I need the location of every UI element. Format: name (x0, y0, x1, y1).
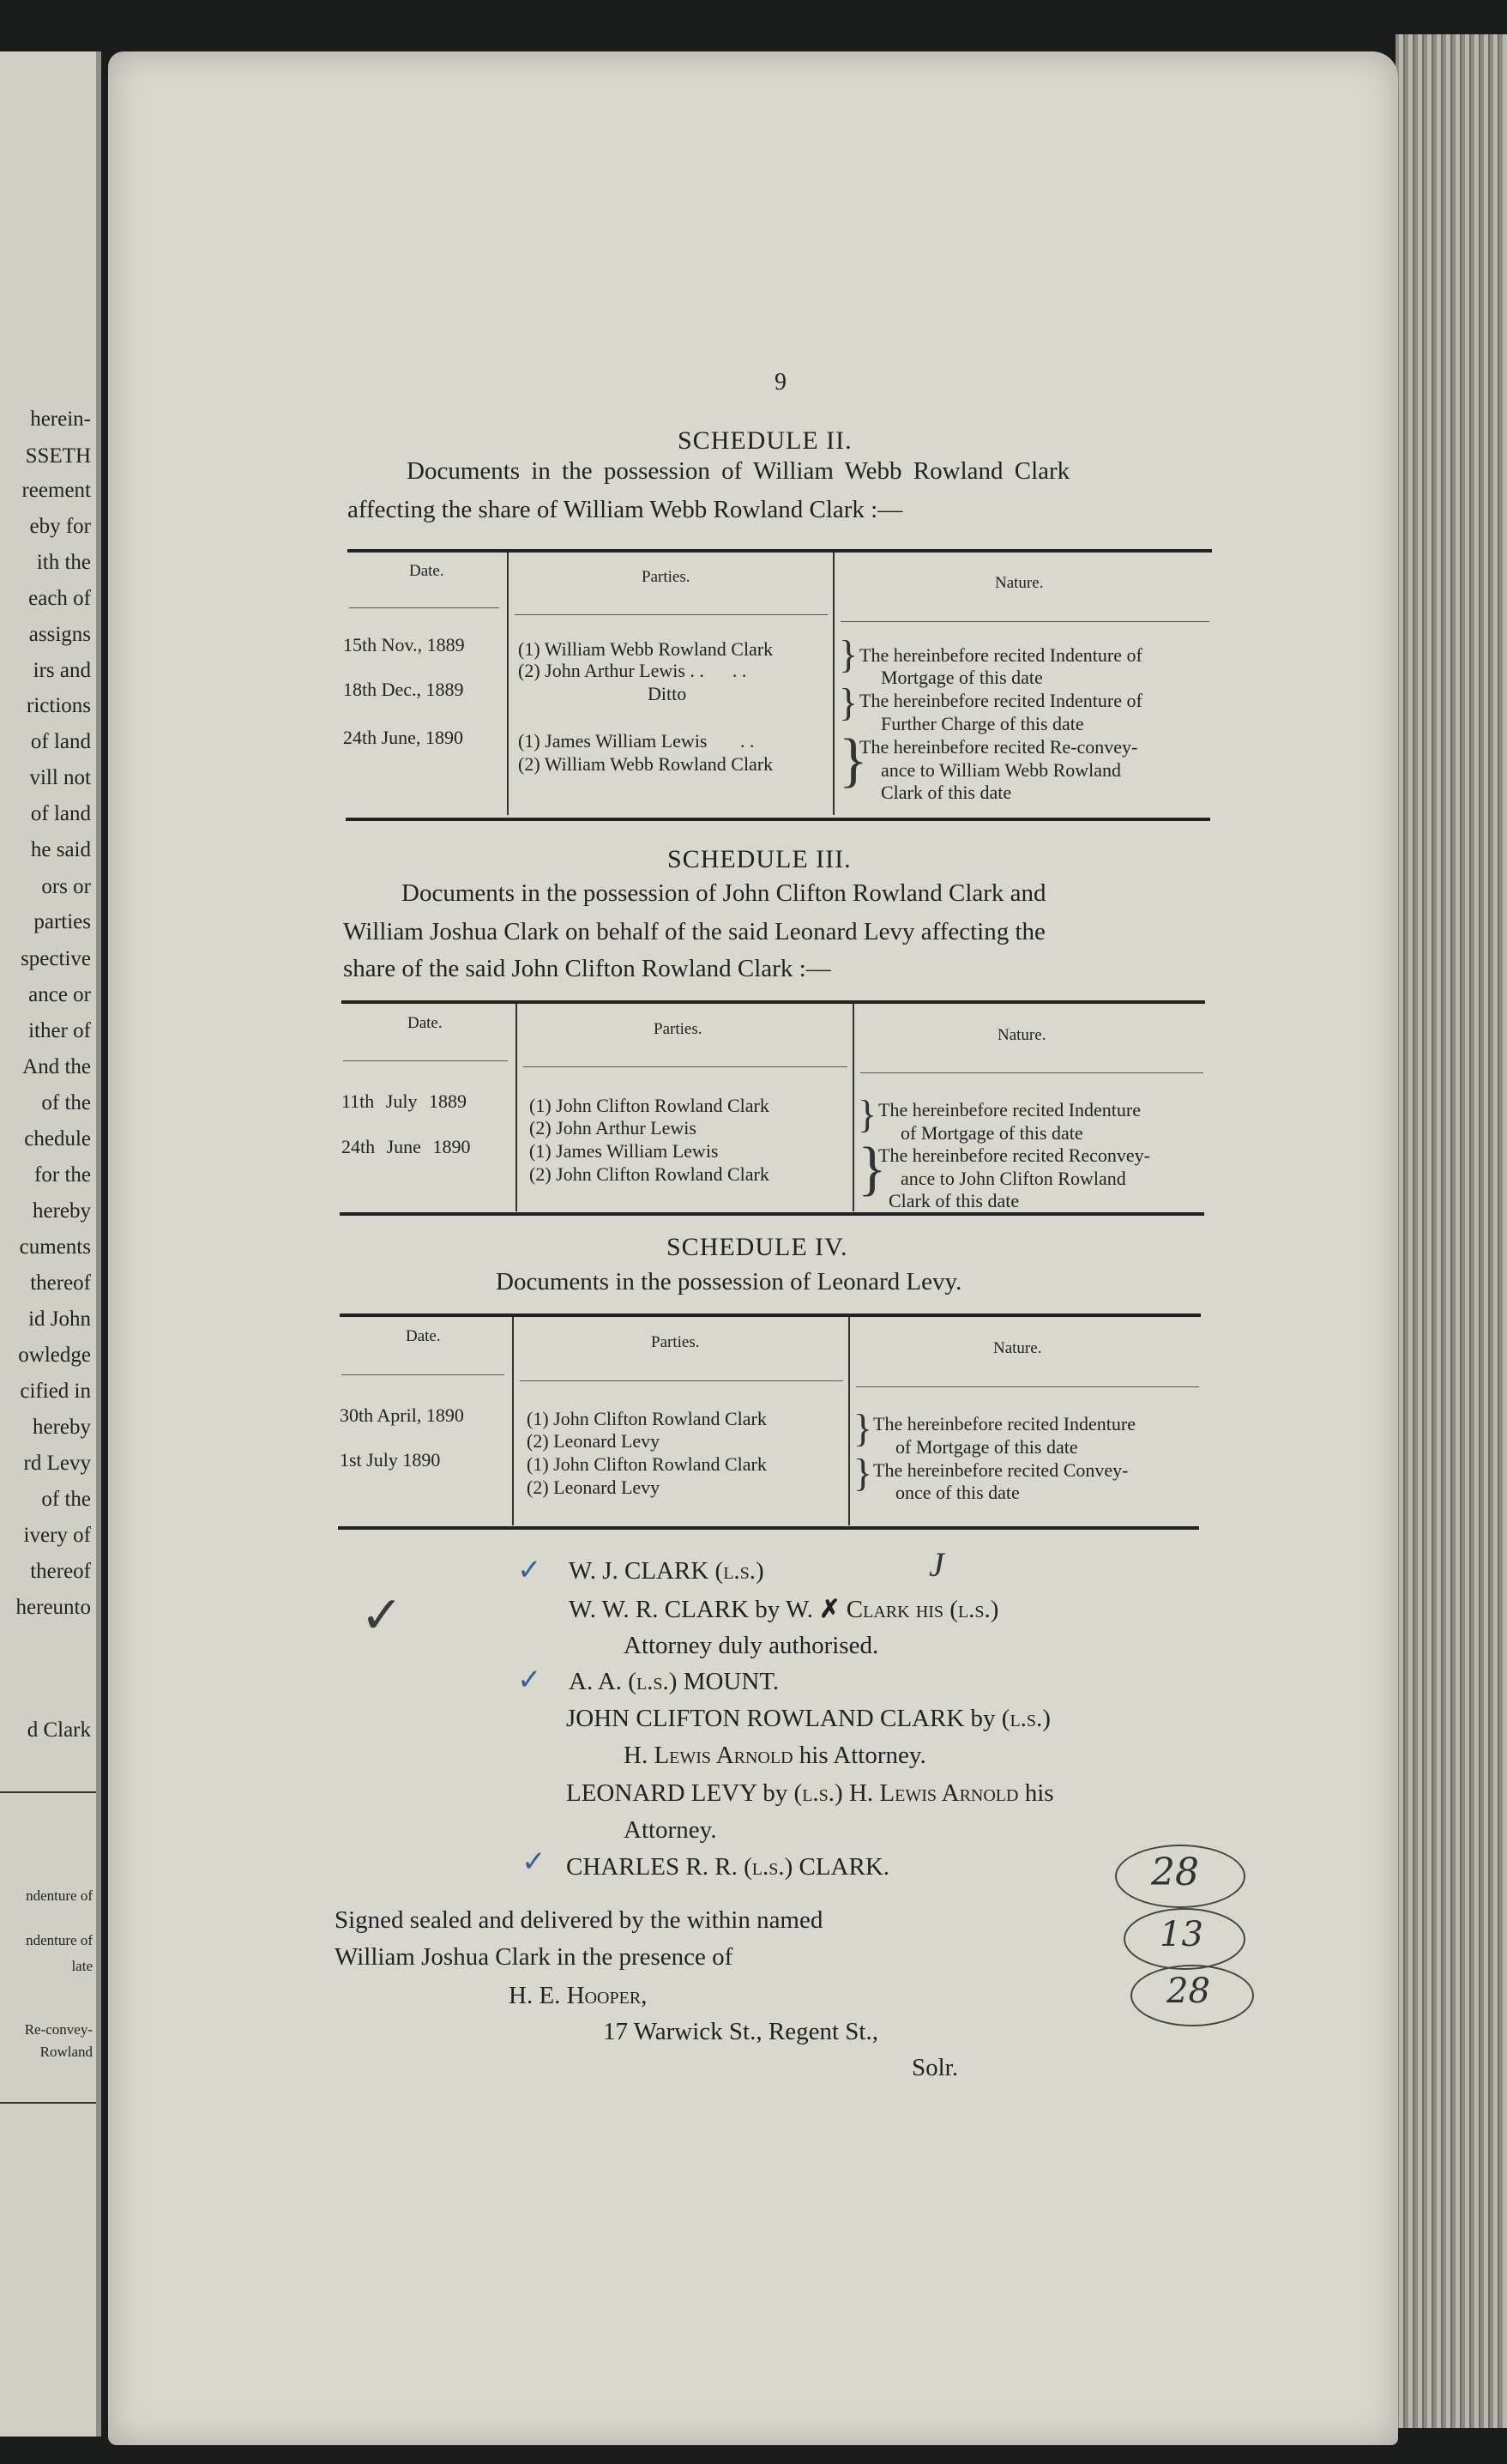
check-mark-icon: ✓ (517, 1664, 542, 1696)
left-page-line: eby for (29, 515, 91, 538)
schedule-2-intro-1: Documents in the possession of William Webb Rowland Clark (407, 457, 1070, 485)
schedule-4-party-4: (2) Leonard Levy (527, 1477, 660, 1498)
schedule-4-nature-4: once of this date (895, 1482, 1020, 1503)
schedule-4-date-2: 1st July 1890 (340, 1449, 441, 1471)
left-page-line: of the (41, 1488, 91, 1511)
witness-address: 17 Warwick St., Regent St., (603, 2018, 878, 2045)
schedule-4-header-parties: Parties. (651, 1333, 700, 1351)
witness-line-1: Signed sealed and delivered by the within named (335, 1906, 823, 1934)
left-page-line: ivery of (23, 1524, 91, 1547)
handwritten-initial: J (929, 1545, 944, 1584)
schedule-2-party-3: Ditto (648, 683, 687, 704)
schedule-4-header-rule-2 (520, 1380, 843, 1381)
schedule-3-party-3: (1) James William Lewis (529, 1140, 719, 1162)
page-number: 9 (775, 369, 787, 396)
witness-name: H. E. Hooper, (509, 1982, 648, 2009)
schedule-3-party-2: (2) John Arthur Lewis (529, 1117, 696, 1138)
schedule-4-header-nature: Nature. (993, 1339, 1042, 1357)
left-page-line: cified in (20, 1380, 91, 1403)
left-page-line: for the (34, 1163, 91, 1187)
signature-wwr-clark: W. W. R. CLARK by W. ✗ Clark his (l.s.) (569, 1596, 999, 1623)
schedule-2-nature-2: Mortgage of this date (881, 667, 1043, 688)
schedule-3-intro-2: William Joshua Clark on behalf of the said Leonard Levy affecting the (343, 918, 1046, 945)
left-page-line: ither of (28, 1019, 91, 1042)
signature-leonard-levy: LEONARD LEVY by (l.s.) H. Lewis Arnold his (566, 1779, 1054, 1807)
schedule-2-header-rule-3 (841, 621, 1209, 622)
schedule-2-header-date: Date. (409, 562, 444, 580)
schedule-2-party-1: (1) William Webb Rowland Clark (518, 638, 774, 660)
schedule-3-header-rule-1 (343, 1060, 508, 1061)
schedule-2-nature-3: The hereinbefore recited Indenture of (859, 690, 1142, 711)
left-page-line: herein- (30, 408, 91, 431)
brace-icon: } (858, 1136, 887, 1202)
left-page-line: reement (21, 479, 91, 502)
schedule-2-party-5: (2) William Webb Rowland Clark (518, 753, 774, 775)
left-page-line: of land (30, 802, 91, 825)
left-page-line: ith the (36, 551, 91, 574)
schedule-4-party-3: (1) John Clifton Rowland Clark (527, 1453, 767, 1475)
schedule-2-header-rule-2 (515, 614, 828, 615)
signature-wwr-clark-attorney: Attorney duly authorised. (624, 1632, 879, 1659)
brace-icon: } (839, 728, 868, 794)
left-page-line: hereby (32, 1199, 91, 1223)
left-page-line: cuments (19, 1235, 91, 1259)
pencil-circle-note: 28 (1130, 1965, 1254, 2026)
schedule-2-header-nature: Nature. (995, 574, 1044, 592)
schedule-4-intro-1: Documents in the possession of Leonard Levy. (496, 1268, 962, 1295)
schedule-2-party-4: (1) James William Lewis . . (518, 730, 755, 752)
left-page-line: owledge (18, 1344, 91, 1367)
check-mark-icon: ✓ (360, 1587, 404, 1644)
schedule-2-col-divider-2 (833, 553, 835, 815)
left-page-line: vill not (29, 766, 91, 789)
signature-wj-clark: W. J. CLARK (l.s.) (569, 1557, 764, 1585)
schedule-3-header-date: Date. (407, 1014, 443, 1032)
schedule-3-bottom-rule (340, 1212, 1204, 1216)
schedule-3-col-divider-2 (853, 1004, 854, 1211)
left-page-line: hereby (32, 1416, 91, 1439)
page-stack-edge (1395, 34, 1507, 2428)
left-page-line: ance or (28, 983, 91, 1006)
left-page-line: he said (30, 838, 91, 861)
left-page-line: irs and (33, 659, 91, 682)
signature-leonard-levy-attorney: Attorney. (624, 1816, 717, 1844)
schedule-4-col-divider-1 (512, 1317, 514, 1525)
check-mark-icon: ✓ (517, 1555, 542, 1586)
left-page-note: ndenture of (26, 1887, 93, 1904)
schedule-4-header-rule-3 (856, 1386, 1199, 1387)
schedule-2-header-parties: Parties. (642, 568, 690, 586)
schedule-3-title: SCHEDULE III. (667, 845, 852, 873)
schedule-3-date-1: 11th July 1889 (341, 1090, 467, 1112)
left-page-line: spective (21, 947, 91, 970)
schedule-2-intro-2: affecting the share of William Webb Rowland Clark :— (347, 496, 903, 523)
schedule-3-col-divider-1 (515, 1004, 517, 1211)
schedule-3-header-rule-3 (860, 1072, 1203, 1073)
schedule-4-title: SCHEDULE IV. (666, 1233, 848, 1261)
brace-icon: } (853, 1406, 873, 1450)
left-page-line: each of (28, 587, 91, 610)
signature-jcr-clark: JOHN CLIFTON ROWLAND CLARK by (l.s.) (566, 1705, 1051, 1732)
left-page-line: of land (30, 730, 91, 753)
left-page-note: Re-convey- (24, 2021, 93, 2038)
brace-icon: } (839, 680, 859, 724)
left-page-line: parties (33, 910, 91, 933)
witness-line-2: William Joshua Clark in the presence of (335, 1943, 733, 1971)
signature-jcr-clark-attorney: H. Lewis Arnold his Attorney. (624, 1742, 926, 1769)
left-page-line: And the (22, 1055, 91, 1078)
schedule-2-party-2: (2) John Arthur Lewis . . . . (518, 660, 747, 681)
left-page-rule (0, 2102, 96, 2104)
schedule-3-date-2: 24th June 1890 (341, 1136, 471, 1157)
schedule-3-intro-1: Documents in the possession of John Clifton Rowland Clark and (401, 879, 1046, 907)
schedule-4-bottom-rule (338, 1526, 1199, 1530)
schedule-4-col-divider-2 (848, 1317, 850, 1525)
left-page-clark: d Clark (27, 1718, 91, 1742)
left-page-line: thereof (30, 1560, 91, 1583)
schedule-3-top-rule (341, 1000, 1205, 1004)
left-page-line: thereof (30, 1271, 91, 1295)
left-page-line: rictions (27, 694, 91, 717)
schedule-2-title: SCHEDULE II. (678, 426, 853, 455)
schedule-4-party-1: (1) John Clifton Rowland Clark (527, 1408, 767, 1429)
left-facing-page (0, 51, 101, 2437)
schedule-3-nature-5: Clark of this date (889, 1190, 1020, 1211)
schedule-3-header-parties: Parties. (654, 1020, 702, 1038)
left-page-line: assigns (28, 623, 91, 646)
schedule-2-date-1: 15th Nov., 1889 (343, 634, 465, 655)
schedule-2-nature-1: The hereinbefore recited Indenture of (859, 644, 1142, 666)
schedule-4-nature-1: The hereinbefore recited Indenture (873, 1413, 1136, 1434)
schedule-2-top-rule (347, 549, 1212, 553)
brace-icon: } (839, 632, 859, 676)
schedule-3-nature-4: ance to John Clifton Rowland (901, 1168, 1126, 1189)
schedule-4-nature-2: of Mortgage of this date (895, 1436, 1078, 1458)
pencil-circle-note: 28 (1115, 1845, 1245, 1908)
left-page-line: ors or (41, 875, 91, 898)
left-page-note: ndenture of (26, 1932, 93, 1948)
schedule-3-nature-1: The hereinbefore recited Indenture (878, 1099, 1141, 1120)
schedule-3-header-rule-2 (523, 1066, 847, 1067)
schedule-2-nature-7: Clark of this date (881, 782, 1012, 803)
left-page-line: SSETH (25, 444, 91, 468)
signature-charles-clark: CHARLES R. R. (l.s.) CLARK. (566, 1853, 890, 1881)
pencil-circle-note: 13 (1124, 1908, 1245, 1970)
left-page-note: Rowland (39, 2044, 93, 2060)
schedule-2-date-3: 24th June, 1890 (343, 727, 463, 748)
left-page-rule (0, 1791, 96, 1793)
schedule-4-nature-3: The hereinbefore recited Convey- (873, 1459, 1129, 1481)
schedule-3-nature-2: of Mortgage of this date (901, 1122, 1083, 1144)
schedule-2-bottom-rule (346, 818, 1210, 821)
schedule-3-header-nature: Nature. (998, 1026, 1046, 1044)
schedule-4-header-rule-1 (341, 1374, 504, 1375)
witness-title: Solr. (912, 2054, 958, 2081)
schedule-4-date-1: 30th April, 1890 (340, 1404, 464, 1426)
left-page-line: rd Levy (23, 1452, 91, 1475)
schedule-3-intro-3: share of the said John Clifton Rowland Clark :— (343, 955, 831, 982)
signature-aa-mount: A. A. (l.s.) MOUNT. (569, 1668, 780, 1695)
schedule-3-party-4: (2) John Clifton Rowland Clark (529, 1163, 769, 1185)
schedule-2-col-divider-1 (507, 553, 509, 815)
brace-icon: } (858, 1092, 877, 1136)
schedule-2-header-rule-1 (349, 607, 499, 608)
schedule-3-party-1: (1) John Clifton Rowland Clark (529, 1095, 769, 1116)
brace-icon: } (853, 1451, 873, 1495)
left-page-note: late (71, 1958, 93, 1974)
schedule-2-nature-4: Further Charge of this date (881, 713, 1084, 734)
left-page-line: hereunto (15, 1596, 91, 1619)
schedule-4-party-2: (2) Leonard Levy (527, 1430, 660, 1452)
schedule-2-nature-5: The hereinbefore recited Re-convey- (859, 736, 1138, 758)
left-page-line: chedule (24, 1127, 91, 1150)
schedule-2-nature-6: ance to William Webb Rowland (881, 759, 1122, 781)
left-page-line: of the (41, 1091, 91, 1114)
schedule-2-date-2: 18th Dec., 1889 (343, 679, 464, 700)
schedule-4-top-rule (340, 1314, 1201, 1317)
schedule-3-nature-3: The hereinbefore recited Reconvey- (878, 1144, 1150, 1166)
check-mark-icon: ✓ (521, 1846, 546, 1878)
left-page-line: id John (28, 1307, 91, 1331)
schedule-4-header-date: Date. (406, 1327, 441, 1345)
